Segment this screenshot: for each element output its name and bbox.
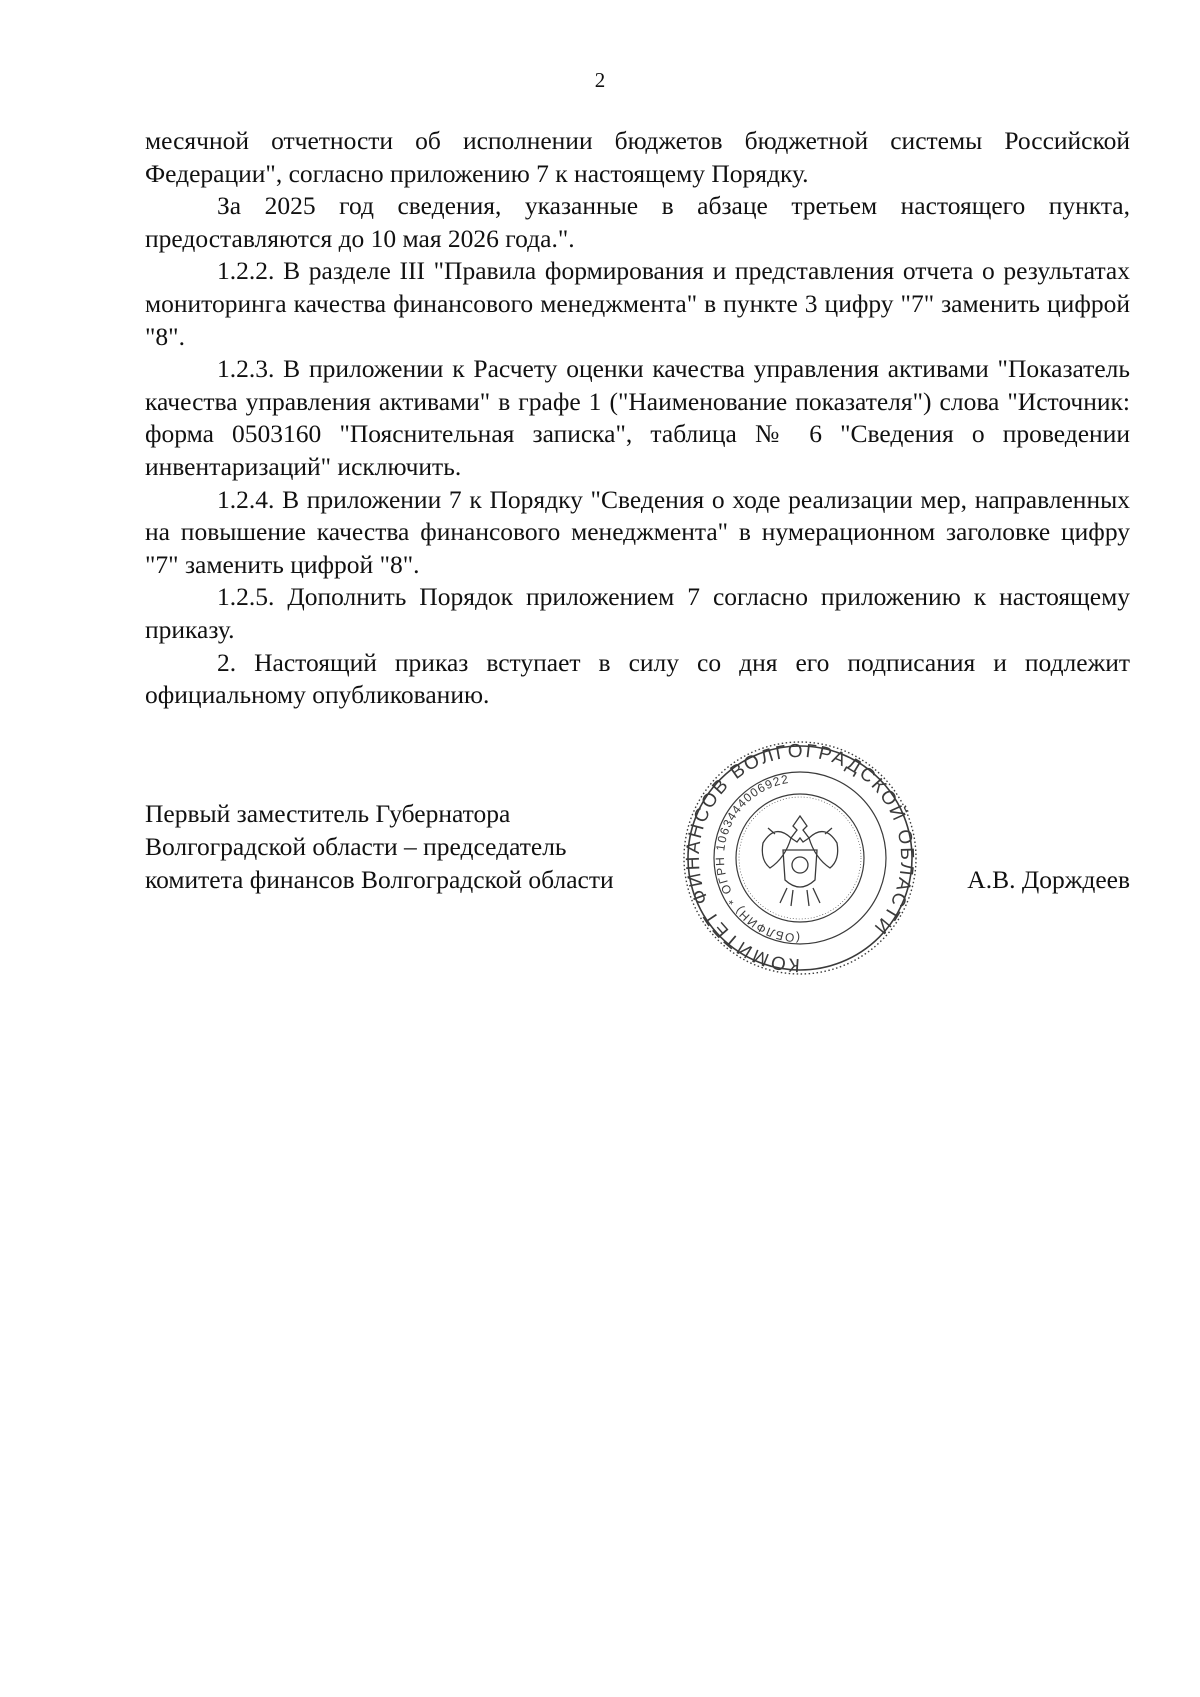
signer-title-line: Первый заместитель Губернатора (145, 799, 511, 828)
seal-inner-text-path: (ОБЛФИН) * ОГРН 1063444006922 (712, 771, 801, 946)
seal-outer-text-path: КОМИТЕТ ФИНАНСОВ ВОЛГОГРАДСКОЙ ОБЛАСТИ (682, 740, 918, 976)
paragraph-2-effective-date: 2. Настоящий приказ вступает в силу со дня его подписания и подлежит официальному опубликованию. (145, 647, 1130, 710)
seal-inner-text (713, 772, 800, 945)
coat-of-arms-emblem (762, 816, 837, 906)
paragraph-deadline: За 2025 год сведения, указанные в абзаце третьем настоящего пункта, предоставляются до 10 мая 2026 года.". (145, 191, 1130, 253)
signature-block (145, 797, 1130, 896)
signer-name: А.В. Дорждеев (967, 865, 1130, 894)
paragraph-1-2-2: 1.2.2. В разделе III "Правила формирования и представления отчета о результатах мониторинга качества финансового менеджмента" в пункте 3 цифру "7" заменить цифрой "8". (145, 256, 1130, 351)
page-number: 2 (594, 68, 606, 92)
official-seal-stamp (675, 738, 925, 978)
paragraph-1-2-3: 1.2.3. В приложении к Расчету оценки качества управления активами "Показатель качества управления активами" в графе 1 ("Наименование показателя") слова "Источник: форма 0503160 "Пояснительная записка", таблица № 6 "Сведения о проведении инвентаризаций" исключить. (145, 354, 1130, 481)
signer-title-line: Волгоградской области – председатель (145, 832, 567, 861)
paragraph-1-2-5: 1.2.5. Дополнить Порядок приложением 7 согласно приложению к настоящему приказу. (145, 582, 1130, 644)
paragraph-continuation: месячной отчетности об исполнении бюджетов бюджетной системы Российской Федерации", согласно приложению 7 к настоящему Порядку. (145, 126, 1130, 188)
signer-title-line: комитета финансов Волгоградской области (145, 865, 614, 894)
document-body (145, 125, 1130, 712)
paragraph-1-2-4: 1.2.4. В приложении 7 к Порядку "Сведения о ходе реализации мер, направленных на повышение качества финансового менеджмента" в нумерационном заголовке цифру "7" заменить цифрой "8". (145, 484, 1130, 579)
